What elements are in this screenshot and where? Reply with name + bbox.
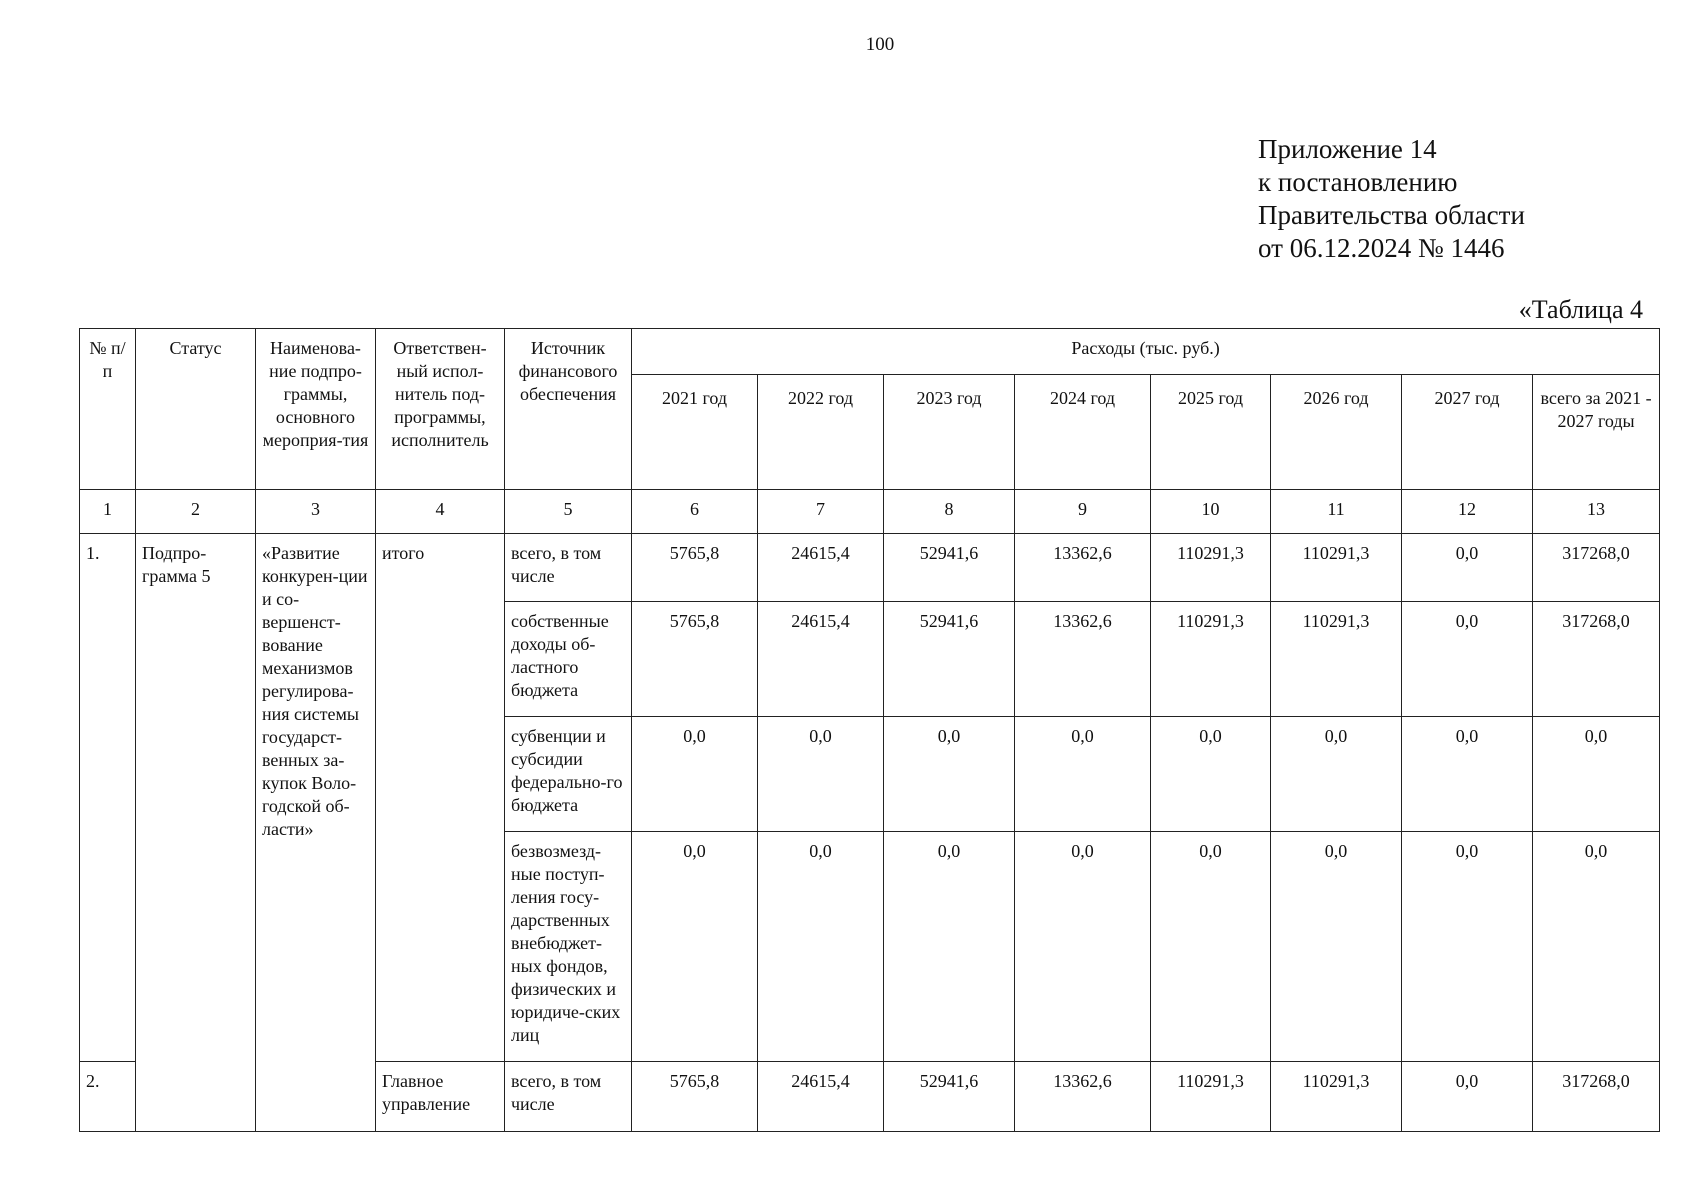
value-cell: 0,0	[758, 832, 884, 1062]
header-year: 2024 год	[1015, 375, 1151, 490]
value-cell: 24615,4	[758, 1062, 884, 1132]
value-cell: 0,0	[1151, 717, 1271, 832]
row-source: безвозмезд-ные поступ-ления госу-дарственных внебюджет-ных фондов, физических и юридиче-ских лиц	[505, 832, 632, 1062]
row-source: всего, в том числе	[505, 1062, 632, 1132]
row-number: 1.	[80, 534, 136, 1062]
value-cell: 317268,0	[1533, 534, 1660, 602]
value-cell: 0,0	[1402, 1062, 1533, 1132]
header-no: № п/п	[80, 329, 136, 490]
row-status: Подпро-грамма 5	[136, 534, 256, 1132]
row-name: «Развитие конкурен-ции и со-вершенст-вование механизмов регулирова-ния системы государст-венных за-купок Воло-годской об-ласти»	[256, 534, 376, 1132]
value-cell: 317268,0	[1533, 602, 1660, 717]
page-number: 100	[865, 34, 895, 55]
value-cell: 0,0	[632, 717, 758, 832]
header-year-total: всего за 2021 - 2027 годы	[1533, 375, 1660, 490]
value-cell: 52941,6	[884, 1062, 1015, 1132]
column-numbers-row	[80, 490, 1660, 534]
value-cell: 0,0	[632, 832, 758, 1062]
value-cell: 0,0	[1402, 717, 1533, 832]
header-year: 2022 год	[758, 375, 884, 490]
value-cell: 110291,3	[1151, 602, 1271, 717]
header-name: Наименова-ние подпро-граммы, основного мероприя-тия	[256, 329, 376, 490]
row-number: 2.	[80, 1062, 136, 1132]
column-number: 3	[256, 490, 376, 534]
value-cell: 13362,6	[1015, 602, 1151, 717]
header-year: 2023 год	[884, 375, 1015, 490]
appendix-line: от 06.12.2024 № 1446	[1258, 233, 1505, 263]
expenses-table	[79, 328, 1660, 1132]
header-responsible: Ответствен-ный испол-нитель под-программы, исполнитель	[376, 329, 505, 490]
value-cell: 0,0	[1271, 717, 1402, 832]
value-cell: 24615,4	[758, 602, 884, 717]
appendix-line: Приложение 14	[1258, 134, 1437, 164]
value-cell: 110291,3	[1271, 534, 1402, 602]
header-source: Источник финансового обеспечения	[505, 329, 632, 490]
value-cell: 0,0	[758, 717, 884, 832]
value-cell: 0,0	[884, 717, 1015, 832]
value-cell: 0,0	[884, 832, 1015, 1062]
appendix-line: Правительства области	[1258, 200, 1525, 230]
column-number: 12	[1402, 490, 1533, 534]
row-source: собственные доходы об-ластного бюджета	[505, 602, 632, 717]
value-cell: 5765,8	[632, 1062, 758, 1132]
column-number: 9	[1015, 490, 1151, 534]
value-cell: 317268,0	[1533, 1062, 1660, 1132]
column-number: 13	[1533, 490, 1660, 534]
row-responsible: Главное управление	[376, 1062, 505, 1132]
value-cell: 52941,6	[884, 534, 1015, 602]
value-cell: 13362,6	[1015, 1062, 1151, 1132]
column-number: 4	[376, 490, 505, 534]
column-number: 1	[80, 490, 136, 534]
value-cell: 0,0	[1015, 832, 1151, 1062]
table-row	[80, 534, 1660, 602]
value-cell: 5765,8	[632, 534, 758, 602]
value-cell: 5765,8	[632, 602, 758, 717]
value-cell: 0,0	[1402, 534, 1533, 602]
value-cell: 0,0	[1402, 832, 1533, 1062]
header-year: 2021 год	[632, 375, 758, 490]
value-cell: 110291,3	[1271, 602, 1402, 717]
column-number: 11	[1271, 490, 1402, 534]
column-number: 6	[632, 490, 758, 534]
column-number: 8	[884, 490, 1015, 534]
column-number: 10	[1151, 490, 1271, 534]
header-year: 2026 год	[1271, 375, 1402, 490]
value-cell: 0,0	[1533, 717, 1660, 832]
value-cell: 0,0	[1015, 717, 1151, 832]
value-cell: 0,0	[1271, 832, 1402, 1062]
table-label: «Таблица 4	[1518, 295, 1643, 324]
value-cell: 0,0	[1402, 602, 1533, 717]
value-cell: 110291,3	[1271, 1062, 1402, 1132]
row-source: субвенции и субсидии федерально-го бюджета	[505, 717, 632, 832]
header-expenses: Расходы (тыс. руб.)	[632, 329, 1660, 375]
value-cell: 52941,6	[884, 602, 1015, 717]
header-row	[80, 329, 1660, 375]
value-cell: 110291,3	[1151, 1062, 1271, 1132]
column-number: 2	[136, 490, 256, 534]
value-cell: 0,0	[1151, 832, 1271, 1062]
appendix-line: к постановлению	[1258, 167, 1458, 197]
column-number: 5	[505, 490, 632, 534]
header-status: Статус	[136, 329, 256, 490]
value-cell: 24615,4	[758, 534, 884, 602]
row-responsible: итого	[376, 534, 505, 1062]
column-number: 7	[758, 490, 884, 534]
header-year: 2027 год	[1402, 375, 1533, 490]
header-year: 2025 год	[1151, 375, 1271, 490]
row-source: всего, в том числе	[505, 534, 632, 602]
value-cell: 13362,6	[1015, 534, 1151, 602]
appendix-block	[1258, 133, 1525, 265]
value-cell: 110291,3	[1151, 534, 1271, 602]
value-cell: 0,0	[1533, 832, 1660, 1062]
